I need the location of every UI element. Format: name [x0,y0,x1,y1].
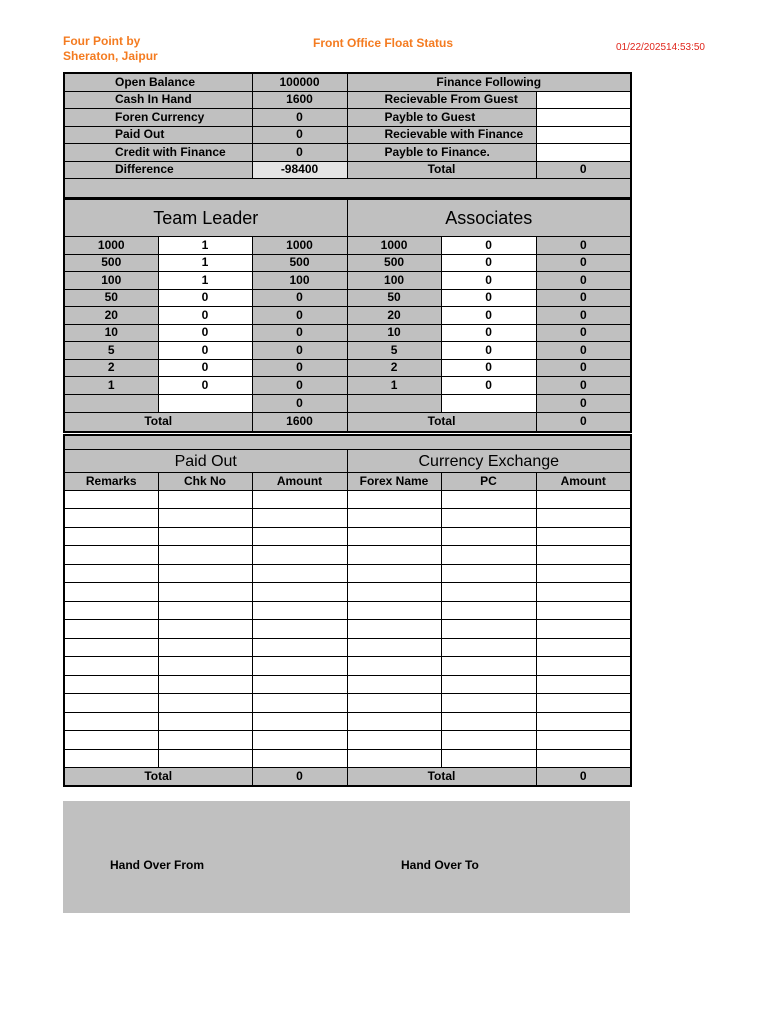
finance-total-label: Total [347,161,536,179]
pc-cell[interactable] [441,509,536,528]
paid-amount-cell[interactable] [252,731,347,750]
entry-row [64,583,631,602]
team-leader-amount: 0 [252,394,347,412]
pc-cell[interactable] [441,731,536,750]
team-leader-total-value: 1600 [252,412,347,432]
chk-no-cell[interactable] [158,509,252,528]
team-leader-amount: 0 [252,289,347,307]
summary-label: Credit with Finance [64,144,252,162]
summary-table [63,72,632,199]
team-leader-count[interactable] [158,394,252,412]
associates-denomination: 20 [347,307,441,325]
team-leader-denomination: 1000 [64,237,158,255]
summary-value: 0 [252,144,347,162]
pc-cell[interactable] [441,601,536,620]
forex-name-cell[interactable] [347,638,441,657]
forex-amount-cell[interactable] [536,638,631,657]
chk-no-cell[interactable] [158,749,252,768]
chk-no-cell[interactable] [158,564,252,583]
associates-denomination: 10 [347,324,441,342]
team-leader-count[interactable]: 0 [158,324,252,342]
entry-row [64,527,631,546]
chk-no-cell[interactable] [158,694,252,713]
chk-no-cell[interactable] [158,712,252,731]
chk-no-cell[interactable] [158,731,252,750]
associates-denomination: 2 [347,359,441,377]
column-header: Forex Name [347,473,441,491]
summary-label: Cash In Hand [64,91,252,109]
denomination-total-row [64,412,631,432]
team-leader-denomination: 10 [64,324,158,342]
currency-total-value: 0 [536,768,631,786]
associates-count[interactable]: 0 [441,307,536,325]
entry-row [64,601,631,620]
pc-cell[interactable] [441,583,536,602]
associates-amount: 0 [536,342,631,360]
entry-row [64,620,631,639]
pc-cell[interactable] [441,638,536,657]
team-leader-count[interactable]: 1 [158,254,252,272]
paid-amount-cell[interactable] [252,749,347,768]
summary-value: 0 [252,109,347,127]
team-leader-count[interactable]: 0 [158,342,252,360]
summary-label: Open Balance [64,73,252,91]
denomination-row [64,254,631,272]
column-header: PC [441,473,536,491]
forex-amount-cell[interactable] [536,490,631,509]
pc-cell[interactable] [441,694,536,713]
team-leader-denomination: 2 [64,359,158,377]
forex-name-cell[interactable] [347,564,441,583]
finance-value-cell[interactable] [536,109,631,127]
pc-cell[interactable] [441,546,536,565]
remarks-cell[interactable] [64,675,158,694]
forex-name-cell[interactable] [347,657,441,676]
remarks-cell[interactable] [64,638,158,657]
associates-count[interactable]: 0 [441,289,536,307]
team-leader-amount: 500 [252,254,347,272]
paid-amount-cell[interactable] [252,675,347,694]
finance-label: Payble to Finance. [347,144,536,162]
remarks-cell[interactable] [64,527,158,546]
forex-amount-cell[interactable] [536,527,631,546]
associates-count[interactable]: 0 [441,237,536,255]
report-title: Front Office Float Status [313,36,454,50]
remarks-cell[interactable] [64,564,158,583]
chk-no-cell[interactable] [158,657,252,676]
remarks-cell[interactable] [64,509,158,528]
associates-amount: 0 [536,254,631,272]
paid-amount-cell[interactable] [252,527,347,546]
column-header: Chk No [158,473,252,491]
forex-name-cell[interactable] [347,620,441,639]
forex-name-cell[interactable] [347,601,441,620]
finance-label: Payble to Guest [347,109,536,127]
denomination-row [64,289,631,307]
finance-total-value: 0 [536,161,631,179]
summary-label: Foren Currency [64,109,252,127]
denomination-row [64,377,631,395]
forex-name-cell[interactable] [347,694,441,713]
remarks-cell[interactable] [64,546,158,565]
entry-row [64,675,631,694]
forex-amount-cell[interactable] [536,657,631,676]
associates-denomination: 1 [347,377,441,395]
team-leader-total-label: Total [64,412,252,432]
forex-amount-cell[interactable] [536,564,631,583]
entry-row [64,509,631,528]
associates-amount: 0 [536,324,631,342]
remarks-cell[interactable] [64,657,158,676]
associates-count[interactable]: 0 [441,324,536,342]
team-leader-amount: 0 [252,342,347,360]
forex-amount-cell[interactable] [536,749,631,768]
paid-total-row [64,768,631,786]
team-leader-count[interactable]: 0 [158,307,252,325]
associates-denomination: 1000 [347,237,441,255]
remarks-cell[interactable] [64,490,158,509]
team-leader-count[interactable]: 1 [158,272,252,290]
finance-value-cell[interactable] [536,144,631,162]
paid-amount-cell[interactable] [252,601,347,620]
associates-count[interactable]: 0 [441,254,536,272]
team-leader-title: Team Leader [64,199,347,237]
chk-no-cell[interactable] [158,583,252,602]
chk-no-cell[interactable] [158,601,252,620]
forex-name-cell[interactable] [347,583,441,602]
forex-name-cell[interactable] [347,490,441,509]
entry-row [64,712,631,731]
pc-cell[interactable] [441,675,536,694]
summary-label: Paid Out [64,126,252,144]
forex-name-cell[interactable] [347,527,441,546]
finance-value-cell[interactable] [536,126,631,144]
report-timestamp: 01/22/202514:53:50 [616,42,705,53]
associates-amount: 0 [536,359,631,377]
forex-amount-cell[interactable] [536,583,631,602]
paid-amount-cell[interactable] [252,583,347,602]
denomination-row [64,342,631,360]
handover-to-label: Hand Over To [401,858,479,872]
spacer-row [64,179,631,199]
denomination-row [64,272,631,290]
team-leader-amount: 0 [252,359,347,377]
pc-cell[interactable] [441,712,536,731]
paid-out-title: Paid Out [64,450,347,473]
remarks-cell[interactable] [64,620,158,639]
paid-out-total-label: Total [64,768,252,786]
pc-cell[interactable] [441,657,536,676]
denomination-row [64,394,631,412]
forex-name-cell[interactable] [347,546,441,565]
column-header: Remarks [64,473,158,491]
denomination-table [63,198,632,433]
handover-panel [63,801,630,913]
chk-no-cell[interactable] [158,490,252,509]
associates-count[interactable]: 0 [441,272,536,290]
paid-amount-cell[interactable] [252,564,347,583]
associates-denomination [347,394,441,412]
entry-row [64,638,631,657]
forex-name-cell[interactable] [347,675,441,694]
entry-row [64,564,631,583]
summary-value: 1600 [252,91,347,109]
associates-title: Associates [347,199,631,237]
forex-name-cell[interactable] [347,749,441,768]
associates-count[interactable]: 0 [441,377,536,395]
associates-count[interactable] [441,394,536,412]
chk-no-cell[interactable] [158,620,252,639]
forex-amount-cell[interactable] [536,731,631,750]
difference-value: -98400 [252,161,347,179]
team-leader-count[interactable]: 0 [158,289,252,307]
forex-amount-cell[interactable] [536,712,631,731]
pc-cell[interactable] [441,564,536,583]
chk-no-cell[interactable] [158,675,252,694]
paid-amount-cell[interactable] [252,657,347,676]
paid-amount-cell[interactable] [252,620,347,639]
team-leader-amount: 100 [252,272,347,290]
team-leader-count[interactable]: 0 [158,359,252,377]
associates-total-value: 0 [536,412,631,432]
remarks-cell[interactable] [64,583,158,602]
forex-amount-cell[interactable] [536,509,631,528]
paid-amount-cell[interactable] [252,712,347,731]
paid-out-total-value: 0 [252,768,347,786]
paid-amount-cell[interactable] [252,509,347,528]
paid-out-table [63,434,632,787]
pc-cell[interactable] [441,490,536,509]
entry-row [64,694,631,713]
hotel-name: Four Point by Sheraton, Jaipur [63,34,158,63]
team-leader-denomination: 1 [64,377,158,395]
associates-amount: 0 [536,289,631,307]
finance-following-title: Finance Following [347,73,631,91]
entry-row [64,546,631,565]
finance-label: Recievable with Finance [347,126,536,144]
entry-row [64,490,631,509]
associates-amount: 0 [536,237,631,255]
team-leader-amount: 1000 [252,237,347,255]
team-leader-count[interactable]: 0 [158,377,252,395]
currency-total-label: Total [347,768,536,786]
pc-cell[interactable] [441,749,536,768]
pc-cell[interactable] [441,620,536,639]
team-leader-amount: 0 [252,307,347,325]
forex-amount-cell[interactable] [536,601,631,620]
summary-value: 0 [252,126,347,144]
column-header: Amount [252,473,347,491]
denomination-row [64,324,631,342]
associates-amount: 0 [536,394,631,412]
currency-exchange-title: Currency Exchange [347,450,631,473]
column-header: Amount [536,473,631,491]
remarks-cell[interactable] [64,601,158,620]
team-leader-denomination: 20 [64,307,158,325]
team-leader-denomination: 100 [64,272,158,290]
remarks-cell[interactable] [64,731,158,750]
team-leader-denomination: 500 [64,254,158,272]
forex-amount-cell[interactable] [536,675,631,694]
entry-row [64,731,631,750]
paid-amount-cell[interactable] [252,694,347,713]
denomination-row [64,237,631,255]
associates-count[interactable]: 0 [441,342,536,360]
team-leader-denomination: 50 [64,289,158,307]
denomination-row [64,359,631,377]
denomination-row [64,307,631,325]
associates-amount: 0 [536,272,631,290]
summary-value: 100000 [252,73,347,91]
forex-amount-cell[interactable] [536,620,631,639]
forex-name-cell[interactable] [347,509,441,528]
forex-name-cell[interactable] [347,712,441,731]
remarks-cell[interactable] [64,712,158,731]
remarks-cell[interactable] [64,694,158,713]
finance-value-cell[interactable] [536,91,631,109]
associates-count[interactable]: 0 [441,359,536,377]
associates-denomination: 5 [347,342,441,360]
forex-amount-cell[interactable] [536,546,631,565]
summary-label: Difference [64,161,252,179]
team-leader-denomination [64,394,158,412]
entry-row [64,657,631,676]
chk-no-cell[interactable] [158,527,252,546]
spacer-row [64,435,631,450]
associates-denomination: 100 [347,272,441,290]
entry-row [64,749,631,768]
forex-name-cell[interactable] [347,731,441,750]
paid-amount-cell[interactable] [252,546,347,565]
finance-label: Recievable From Guest [347,91,536,109]
associates-total-label: Total [347,412,536,432]
associates-denomination: 500 [347,254,441,272]
forex-amount-cell[interactable] [536,694,631,713]
handover-from-label: Hand Over From [110,858,205,872]
chk-no-cell[interactable] [158,546,252,565]
team-leader-amount: 0 [252,377,347,395]
team-leader-count[interactable]: 1 [158,237,252,255]
associates-denomination: 50 [347,289,441,307]
team-leader-amount: 0 [252,324,347,342]
team-leader-denomination: 5 [64,342,158,360]
pc-cell[interactable] [441,527,536,546]
chk-no-cell[interactable] [158,638,252,657]
paid-amount-cell[interactable] [252,490,347,509]
associates-amount: 0 [536,307,631,325]
associates-amount: 0 [536,377,631,395]
paid-amount-cell[interactable] [252,638,347,657]
remarks-cell[interactable] [64,749,158,768]
